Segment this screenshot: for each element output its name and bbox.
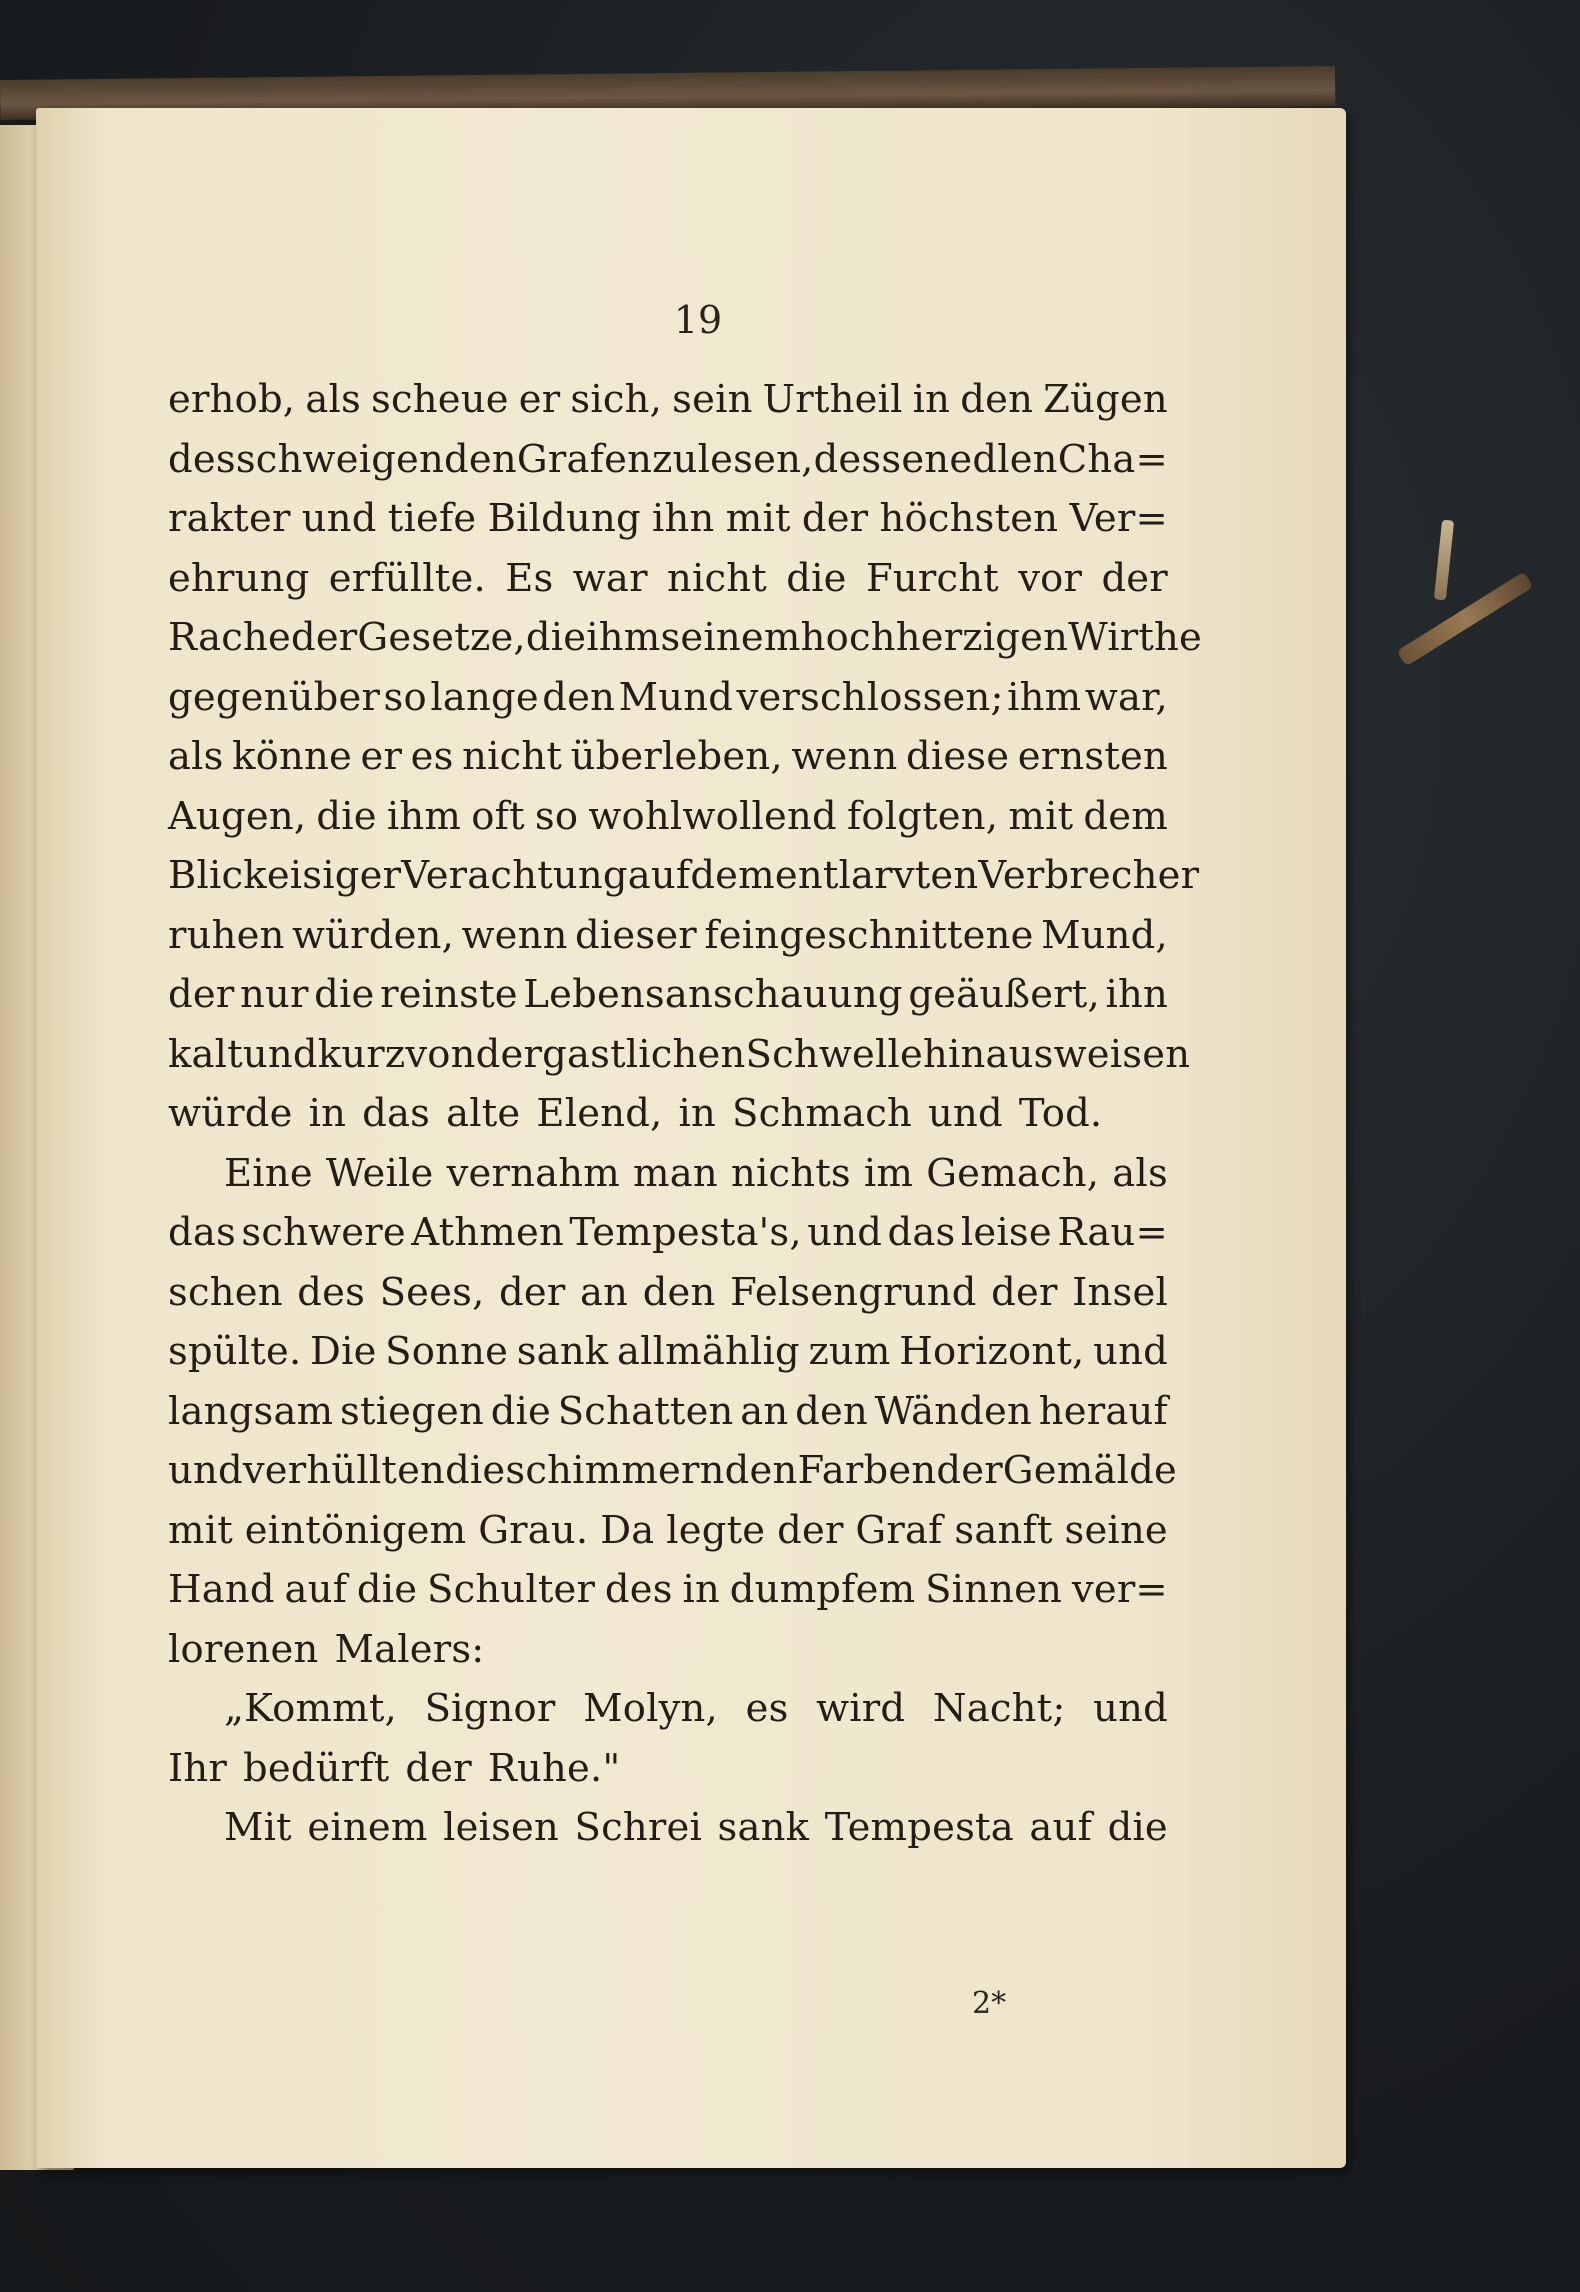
text-line bbox=[168, 549, 1168, 609]
word: der bbox=[405, 1745, 472, 1791]
word: erhob, bbox=[168, 377, 296, 422]
text-line bbox=[168, 1560, 1168, 1620]
word: hinausweisen bbox=[923, 1031, 1191, 1077]
text-line bbox=[168, 906, 1168, 966]
text-line bbox=[168, 370, 1168, 430]
word: ihm bbox=[386, 793, 462, 839]
word: in bbox=[682, 1567, 720, 1612]
word: der bbox=[168, 972, 235, 1017]
word: man bbox=[633, 1150, 718, 1196]
text-line bbox=[168, 1679, 1168, 1739]
word: schweigenden bbox=[235, 436, 517, 482]
word: nur bbox=[240, 972, 309, 1017]
word: Elend, bbox=[536, 1091, 663, 1136]
word: als bbox=[1112, 1150, 1168, 1196]
word: lange bbox=[430, 674, 539, 720]
word: die bbox=[316, 793, 377, 839]
word: Mit bbox=[224, 1805, 292, 1850]
word: nicht bbox=[462, 734, 563, 779]
word: Augen, bbox=[168, 793, 307, 839]
word: schimmernden bbox=[505, 1448, 798, 1493]
word: Malers: bbox=[334, 1626, 485, 1672]
word: an bbox=[580, 1269, 629, 1315]
text-line bbox=[168, 965, 1168, 1025]
word: wird bbox=[816, 1686, 906, 1731]
word: die bbox=[1107, 1805, 1168, 1850]
word: Grau. bbox=[478, 1507, 589, 1553]
word: in bbox=[912, 377, 951, 422]
word: sich, bbox=[570, 377, 663, 422]
word: er bbox=[360, 734, 403, 779]
word: den bbox=[960, 377, 1034, 422]
signature-mark: 2* bbox=[972, 1986, 1007, 2021]
word: Schulter bbox=[427, 1567, 596, 1612]
word: sank bbox=[516, 1329, 609, 1374]
word: das bbox=[362, 1091, 431, 1136]
word: als bbox=[168, 734, 224, 779]
word: mit bbox=[1008, 793, 1074, 839]
word: Sinnen bbox=[925, 1567, 1063, 1612]
word: Mund bbox=[618, 674, 734, 720]
word: Horizont, bbox=[899, 1329, 1085, 1374]
word: Eine bbox=[224, 1150, 313, 1196]
word: die bbox=[490, 1388, 552, 1434]
word: edlen bbox=[949, 436, 1058, 482]
word: der bbox=[991, 1269, 1058, 1315]
word: nicht bbox=[667, 555, 767, 601]
word: des bbox=[604, 1567, 673, 1612]
text-line bbox=[168, 1382, 1168, 1442]
word: Schatten bbox=[557, 1388, 734, 1434]
word: Schmach bbox=[732, 1091, 912, 1136]
word: der bbox=[499, 1269, 566, 1315]
word: sein bbox=[672, 377, 753, 422]
text-line bbox=[168, 1441, 1177, 1501]
word: es bbox=[745, 1686, 789, 1731]
word: der bbox=[936, 1448, 1003, 1493]
word: des bbox=[297, 1269, 366, 1315]
word: Insel bbox=[1072, 1269, 1168, 1315]
word: rakter bbox=[168, 496, 291, 541]
word: Wänden bbox=[874, 1388, 1033, 1434]
word: der bbox=[777, 1507, 844, 1553]
word: Blick bbox=[168, 853, 267, 898]
word: sanft bbox=[954, 1507, 1053, 1553]
word: folgten, bbox=[846, 793, 999, 839]
text-line bbox=[168, 1203, 1168, 1263]
word: verhüllten bbox=[242, 1448, 446, 1493]
word: tiefe bbox=[387, 496, 477, 541]
word: so bbox=[383, 674, 427, 720]
word: Verachtung bbox=[401, 853, 628, 898]
word: in bbox=[308, 1091, 347, 1136]
text-line bbox=[168, 1084, 1168, 1144]
word: an bbox=[740, 1388, 789, 1434]
text-line bbox=[168, 1739, 1168, 1799]
word: vor bbox=[1018, 555, 1083, 601]
word: und bbox=[1093, 1329, 1168, 1374]
word: der bbox=[801, 496, 869, 541]
word: im bbox=[863, 1150, 914, 1196]
word: ernsten bbox=[1017, 734, 1168, 779]
word: den bbox=[795, 1388, 868, 1434]
text-line bbox=[168, 608, 1203, 668]
word: überleben, bbox=[570, 734, 783, 779]
word: langsam bbox=[168, 1388, 334, 1434]
word: „Kommt, bbox=[224, 1686, 397, 1731]
word: Urtheil bbox=[762, 377, 903, 422]
word: geäußert, bbox=[908, 972, 1100, 1017]
word: auf bbox=[627, 853, 691, 898]
word: Athmen bbox=[411, 1210, 564, 1255]
text-line bbox=[168, 1144, 1168, 1204]
word: Die bbox=[310, 1329, 377, 1374]
word: Hand bbox=[168, 1567, 275, 1612]
word: ihm bbox=[586, 615, 661, 660]
word: der bbox=[475, 1031, 543, 1077]
word: ruhen bbox=[168, 912, 285, 958]
word: dumpfem bbox=[729, 1567, 916, 1612]
word: es bbox=[410, 734, 454, 779]
word: könne bbox=[232, 734, 353, 779]
word: Rache bbox=[168, 615, 291, 660]
word: seine bbox=[1064, 1507, 1168, 1553]
word: und bbox=[168, 1448, 243, 1493]
word: wohlwollend bbox=[588, 793, 837, 839]
word: seinem bbox=[660, 615, 801, 660]
word: zu bbox=[652, 436, 698, 482]
word: höchsten bbox=[879, 496, 1059, 541]
text-line bbox=[168, 489, 1168, 549]
text-line bbox=[168, 1263, 1168, 1323]
text-line bbox=[168, 727, 1168, 787]
word: reinste bbox=[380, 972, 518, 1017]
text-line bbox=[168, 1322, 1168, 1382]
word: dem bbox=[1083, 793, 1168, 839]
word: Grafen bbox=[516, 436, 653, 482]
word: entlarvten bbox=[774, 853, 979, 898]
word: leisen bbox=[443, 1805, 560, 1850]
word: Cha= bbox=[1057, 436, 1168, 482]
word: alte bbox=[446, 1091, 521, 1136]
word: Ruhe." bbox=[487, 1745, 621, 1791]
word: Farben bbox=[797, 1448, 937, 1493]
word: einem bbox=[307, 1805, 428, 1850]
word: den bbox=[642, 1269, 716, 1315]
word: war, bbox=[1084, 674, 1168, 720]
word: das bbox=[887, 1210, 956, 1255]
text-line bbox=[168, 1620, 1168, 1680]
word: Sees, bbox=[379, 1269, 485, 1315]
word: Gesetze, bbox=[357, 615, 526, 660]
word: der bbox=[290, 615, 358, 660]
word: Ihr bbox=[168, 1745, 228, 1791]
word: und bbox=[927, 1091, 1003, 1136]
word: die bbox=[356, 1567, 418, 1612]
word: auf bbox=[1029, 1805, 1093, 1850]
word: und bbox=[301, 496, 377, 541]
word: wenn bbox=[461, 912, 568, 958]
word: ver= bbox=[1071, 1567, 1168, 1612]
word: lorenen bbox=[168, 1626, 319, 1672]
word: schen bbox=[168, 1269, 283, 1315]
word: Tempesta bbox=[824, 1805, 1014, 1850]
word: mit bbox=[725, 496, 791, 541]
word: würde bbox=[168, 1091, 293, 1136]
word: gegenüber bbox=[168, 674, 381, 720]
text-line bbox=[168, 1501, 1168, 1561]
word: bedürft bbox=[243, 1745, 390, 1791]
word: Weile bbox=[325, 1150, 434, 1196]
word: Lebensanschauung bbox=[523, 972, 903, 1017]
word: von bbox=[405, 1031, 476, 1077]
word: als bbox=[305, 377, 361, 422]
word: allmählig bbox=[616, 1329, 800, 1374]
body-text bbox=[168, 370, 1203, 1858]
word: eintönigem bbox=[244, 1507, 467, 1553]
word: leise bbox=[960, 1210, 1052, 1255]
word: lesen, bbox=[697, 436, 814, 482]
word: spülte. bbox=[168, 1329, 302, 1374]
text-line bbox=[168, 668, 1168, 728]
word: das bbox=[168, 1210, 236, 1255]
word: nichts bbox=[730, 1150, 851, 1196]
book-page bbox=[36, 108, 1346, 2168]
word: war bbox=[572, 555, 648, 601]
word: Schrei bbox=[574, 1805, 702, 1850]
word: und bbox=[807, 1210, 883, 1255]
word: zum bbox=[808, 1329, 891, 1374]
word: Verbrecher bbox=[978, 853, 1200, 898]
word: Tod. bbox=[1018, 1091, 1103, 1136]
word: dessen bbox=[813, 436, 950, 482]
word: Felsengrund bbox=[730, 1269, 977, 1315]
word: ihm bbox=[1007, 674, 1082, 720]
word: die bbox=[445, 1448, 506, 1493]
word: sank bbox=[717, 1805, 810, 1850]
word: mit bbox=[168, 1507, 233, 1553]
word: kurz bbox=[317, 1031, 406, 1077]
word: er bbox=[518, 377, 561, 422]
text-line bbox=[168, 1025, 1191, 1085]
word: die bbox=[525, 615, 587, 660]
word: Furcht bbox=[865, 555, 999, 601]
word: Molyn, bbox=[583, 1686, 718, 1731]
word: und bbox=[1093, 1686, 1168, 1731]
word: die bbox=[786, 555, 847, 601]
word: und bbox=[242, 1031, 318, 1077]
word: gastlichen bbox=[542, 1031, 746, 1077]
word: stiegen bbox=[340, 1388, 484, 1434]
word: herauf bbox=[1038, 1388, 1168, 1434]
word: der bbox=[1101, 555, 1168, 601]
word: ehrung bbox=[168, 555, 310, 601]
word: verschlossen; bbox=[736, 674, 1004, 720]
word: Graf bbox=[855, 1507, 943, 1553]
word: Es bbox=[505, 555, 554, 601]
word: so bbox=[534, 793, 579, 839]
word: Zügen bbox=[1043, 377, 1168, 422]
word: Da bbox=[600, 1507, 655, 1553]
word: feingeschnittene bbox=[704, 912, 1034, 958]
word: des bbox=[168, 436, 236, 482]
word: scheue bbox=[371, 377, 509, 422]
word: Signor bbox=[424, 1686, 556, 1731]
word: Ver= bbox=[1069, 496, 1168, 541]
text-line bbox=[168, 846, 1200, 906]
word: Schwelle bbox=[745, 1031, 923, 1077]
word: den bbox=[542, 674, 616, 720]
word: diese bbox=[905, 734, 1010, 779]
word: ihn bbox=[652, 496, 715, 541]
word: vernahm bbox=[446, 1150, 620, 1196]
word: ihn bbox=[1105, 972, 1168, 1017]
word: erfüllte. bbox=[328, 555, 486, 601]
word: Nacht; bbox=[932, 1686, 1066, 1731]
word: die bbox=[314, 972, 375, 1017]
word: Mund, bbox=[1041, 912, 1168, 958]
word: Tempesta's, bbox=[569, 1210, 802, 1255]
text-line bbox=[168, 430, 1168, 490]
word: Gemach, bbox=[926, 1150, 1100, 1196]
text-line bbox=[168, 1798, 1168, 1858]
word: Bildung bbox=[487, 496, 641, 541]
word: Rau= bbox=[1057, 1210, 1168, 1255]
page-number: 19 bbox=[673, 298, 723, 342]
word: legte bbox=[666, 1507, 766, 1553]
word: dem bbox=[690, 853, 775, 898]
word: oft bbox=[471, 793, 525, 839]
word: wenn bbox=[791, 734, 898, 779]
word: Wirthe bbox=[1068, 615, 1203, 660]
word: in bbox=[678, 1091, 717, 1136]
word: dieser bbox=[575, 912, 697, 958]
word: schwere bbox=[241, 1210, 406, 1255]
word: auf bbox=[284, 1567, 348, 1612]
word: Sonne bbox=[385, 1329, 509, 1374]
word: hochherzigen bbox=[800, 615, 1069, 660]
word: Gemälde bbox=[1002, 1448, 1177, 1493]
text-line bbox=[168, 787, 1168, 847]
word: würden, bbox=[292, 912, 455, 958]
word: eisiger bbox=[266, 853, 402, 898]
word: kalt bbox=[168, 1031, 243, 1077]
